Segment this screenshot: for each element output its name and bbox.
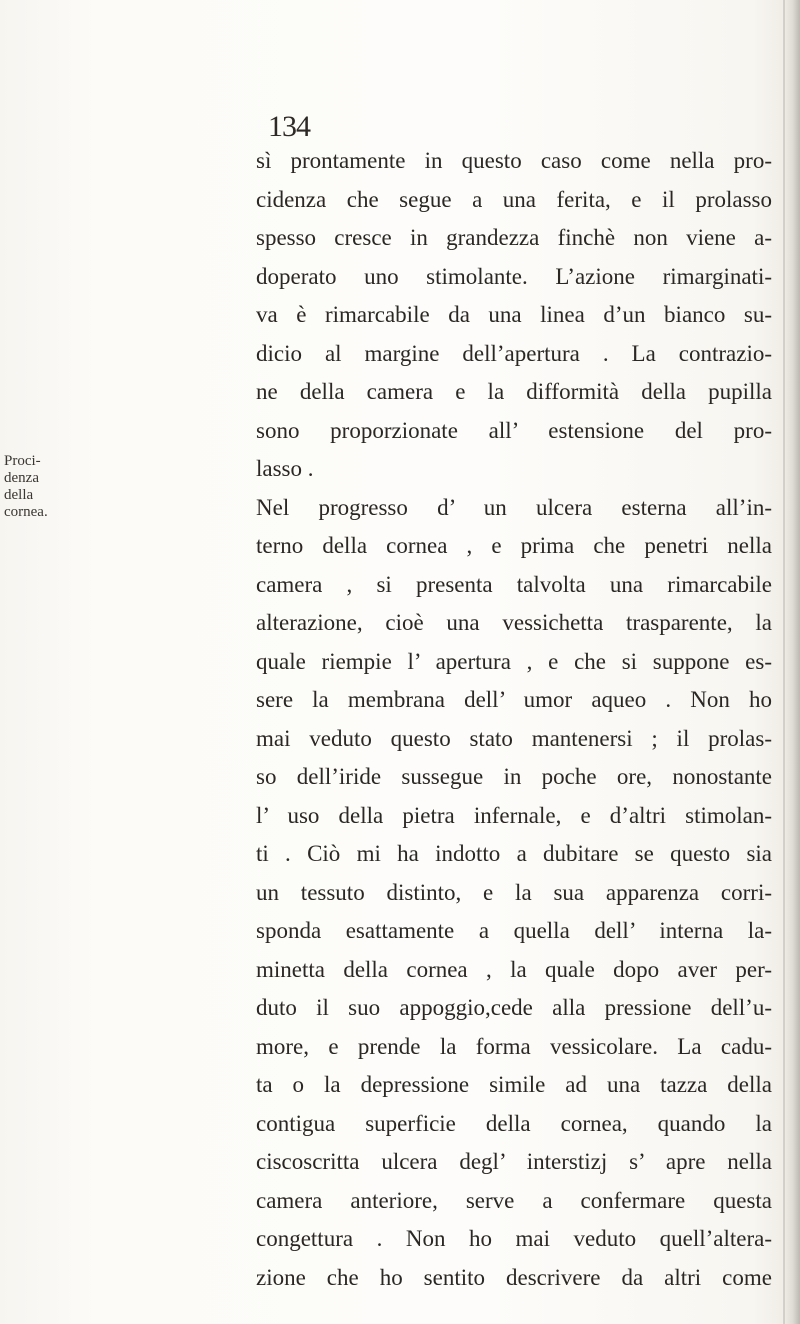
text-line: so dell’iride sussegue in poche ore, nonostante — [256, 764, 772, 789]
text-line: Nel progresso d’ un ulcera esterna all’in- — [256, 494, 772, 520]
text-line: ne della camera e la difformità della pupilla — [256, 379, 772, 404]
text-line: sono proporzionate all’ estensione del pro- — [256, 417, 772, 443]
text-line: camera , si presenta talvolta una rimarcabile — [256, 571, 772, 597]
page-number: 134 — [268, 110, 310, 143]
text-line: congettura . Non ho mai veduto quell’altera- — [256, 1226, 772, 1251]
marginal-note-line: della — [4, 487, 34, 503]
text-line: lasso . — [256, 456, 314, 481]
marginal-note-line: cornea. — [4, 504, 48, 520]
marginal-note-line: Proci- — [4, 453, 41, 469]
text-line: doperato uno stimolante. L’azione rimarginati- — [256, 263, 772, 289]
text-line: contigua superficie della cornea, quando la — [256, 1110, 772, 1136]
text-line: spesso cresce in grandezza finchè non viene a- — [256, 225, 772, 250]
text-line: duto il suo appoggio,cede alla pressione dell’u- — [256, 995, 772, 1020]
text-line: sponda esattamente a quella dell’ interna la- — [256, 918, 772, 943]
text-line: ciscoscritta ulcera degl’ interstizj s’ apre nella — [256, 1149, 772, 1174]
text-line: sì prontamente in questo caso come nella pro- — [256, 148, 772, 173]
text-line: sere la membrana dell’ umor aqueo . Non ho — [256, 687, 772, 712]
text-line: va è rimarcabile da una linea d’un bianco su- — [256, 302, 772, 327]
text-line: cidenza che segue a una ferita, e il prolasso — [256, 186, 772, 212]
text-line: alterazione, cioè una vessichetta trasparente, la — [256, 610, 772, 635]
marginal-note — [4, 453, 76, 521]
text-line: ta o la depressione simile ad una tazza della — [256, 1072, 772, 1097]
text-line: mai veduto questo stato mantenersi ; il prolas- — [256, 725, 772, 751]
body-text — [256, 142, 772, 1297]
text-line: camera anteriore, serve a confermare questa — [256, 1187, 772, 1213]
text-line: l’ uso della pietra infernale, e d’altri stimolan- — [256, 802, 772, 828]
text-line: quale riempie l’ apertura , e che si suppone es- — [256, 648, 772, 674]
text-line: un tessuto distinto, e la sua apparenza corri- — [256, 879, 772, 905]
page-edge-shadow — [784, 0, 800, 1324]
text-line: dicio al margine dell’apertura . La contrazio- — [256, 340, 772, 366]
marginal-note-line: denza — [4, 470, 39, 486]
text-line: more, e prende la forma vessicolare. La cadu- — [256, 1033, 772, 1059]
text-line: minetta della cornea , la quale dopo aver per- — [256, 956, 772, 982]
text-line: ti . Ciò mi ha indotto a dubitare se questo sia — [256, 841, 772, 866]
text-line: terno della cornea , e prima che penetri nella — [256, 533, 772, 558]
text-line: zione che ho sentito descrivere da altri come — [256, 1264, 772, 1290]
